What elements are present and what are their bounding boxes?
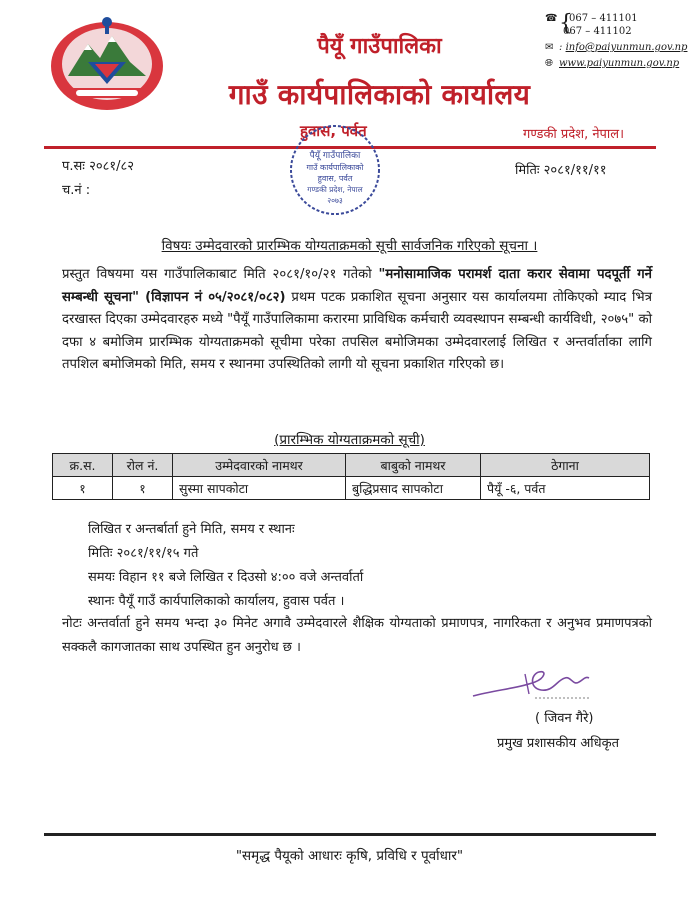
cell-candidate-name: सुस्मा सापकोटा [173,477,346,500]
cell-roll: १ [113,477,173,500]
address-province: गण्डकी प्रदेश, नेपाल। [523,127,625,142]
globe-icon: 🌐︎ [545,58,553,69]
office-name-line2: गाउँ कार्यपालिकाको कार्यालय [228,78,531,111]
phone-brace: { [559,11,573,36]
cell-address: पैयूँ -६, पर्वत [481,477,650,500]
dispatch-number: च.नं : [62,183,91,198]
notice-body [62,264,652,377]
signatory-title: प्रमुख प्रशासकीय अधिकृत [497,736,620,751]
phone-number-1: ☎ 067 – 411101 [545,13,638,24]
envelope-icon: ✉ [545,42,554,53]
letter-date: मितिः २०८१/११/११ [515,163,607,178]
email-prefix: : [559,42,563,53]
website-address[interactable] [545,58,679,69]
official-stamp [285,118,385,218]
notice-note: नोटः अन्तर्वार्ता हुने समय भन्दा ३० मिनेट अगावै उम्मेदवारले शैक्षिक योग्यताको प्रमाणपत्र, नागरिकता र अनुभव प्रमाणपत्रको सक्कलै कागजातका साथ उपस्थित हुन अनुरोध छ । [62,616,652,655]
notice-subject: विषयः उम्मेदवारको प्रारम्भिक योग्यताक्रमको सूची सार्वजनिक गरिएको सूचना । [161,238,538,254]
list-title: (प्रारम्भिक योग्यताक्रमको सूची) [274,432,425,448]
stamp-year: २०७३ [327,196,343,205]
table-header-row [53,454,650,477]
schedule-time: समयः विहान ११ बजे लिखित र दिउसो ४:०० वजे अन्तर्वार्ता [88,570,364,585]
candidate-table [52,453,650,500]
email-address[interactable] [545,42,687,53]
body-bold-title: "मनोसामाजिक परामर्श दाता करार सेवामा पदपूर्ती गर्ने सम्बन्धी सूचना" (विज्ञापन नं ०५/२०८१/०८२) [62,267,652,305]
schedule-date: मितिः २०८१/११/१५ गते [88,546,199,561]
body-part-1: प्रस्तुत विषयमा यस गाउँपालिकाबाट मिति २०८१/१०/२१ गतेको [62,267,379,282]
col-header-father-name: बाबुको नामथर [346,454,481,477]
cell-serial: १ [53,477,113,500]
body-part-2: प्रथम पटक प्रकाशित सूचना अनुसार यस कार्यालयमा तोकिएको म्याद भित्र दरखास्त दिएका उम्मेदवारहरु मध्ये "पैयूँ गाउँपालिकामा करारमा प्राविधिक कर्मचारी व्यवस्थापन सम्बन्धी कार्यविधी, २०७५" को दफा ४ बमोजिम प्रारम्भिक योग्यताक्रमको सूचीमा परेका तपसिल बमोजिमका उम्मेदवारलाई लिखित र अन्तर्वार्ताका लागि तपशिल बमोजिमको मिति, समय र स्थानमा उपस्थितिको लागी यो सूचना प्रकाशित गरिएको छ। [62,289,652,372]
address-local: हुवास, पर्वत [300,122,367,140]
stamp-line1: पैयूँ गाउँपालिका [309,151,361,161]
email-link[interactable]: info@paiyunmun.gov.np [565,42,688,53]
stamp-line4: गण्डकी प्रदेश, नेपाल [307,185,363,194]
col-header-roll: रोल नं. [113,454,173,477]
signatory-name: ( जिवन गैरे) [535,711,594,726]
stamp-line2: गाउँ कार्यपालिकाको [306,163,364,172]
footer-motto: "समृद्ध पैयूको आधारः कृषि, प्रविधि र पूर्वाधार" [235,848,464,864]
stamp-line3: हुवास, पर्वत [317,174,353,183]
table-row [53,477,650,500]
cell-father-name: बुद्धिप्रसाद सापकोटा [346,477,481,500]
office-name-line1: पैयूँ गाउँपालिका [317,34,442,59]
phone-icon: ☎ [545,13,558,24]
reference-number: प.सः २०८१/८२ [62,159,135,174]
handwritten-signature [465,660,595,710]
col-header-serial: क्र.स. [53,454,113,477]
footer-divider [44,833,656,836]
schedule-place: स्थानः पैयूँ गाउँ कार्यपालिकाको कार्यालय, हुवास पर्वत । [88,594,345,609]
phone-number-2: 067 – 411102 [563,26,632,37]
col-header-address: ठेगाना [481,454,650,477]
website-link[interactable]: www.paiyunmun.gov.np [559,58,680,69]
schedule-heading: लिखित र अन्तर्बार्ता हुने मिति, समय र स्थानः [88,522,295,537]
col-header-candidate-name: उम्मेदवारको नामथर [173,454,346,477]
